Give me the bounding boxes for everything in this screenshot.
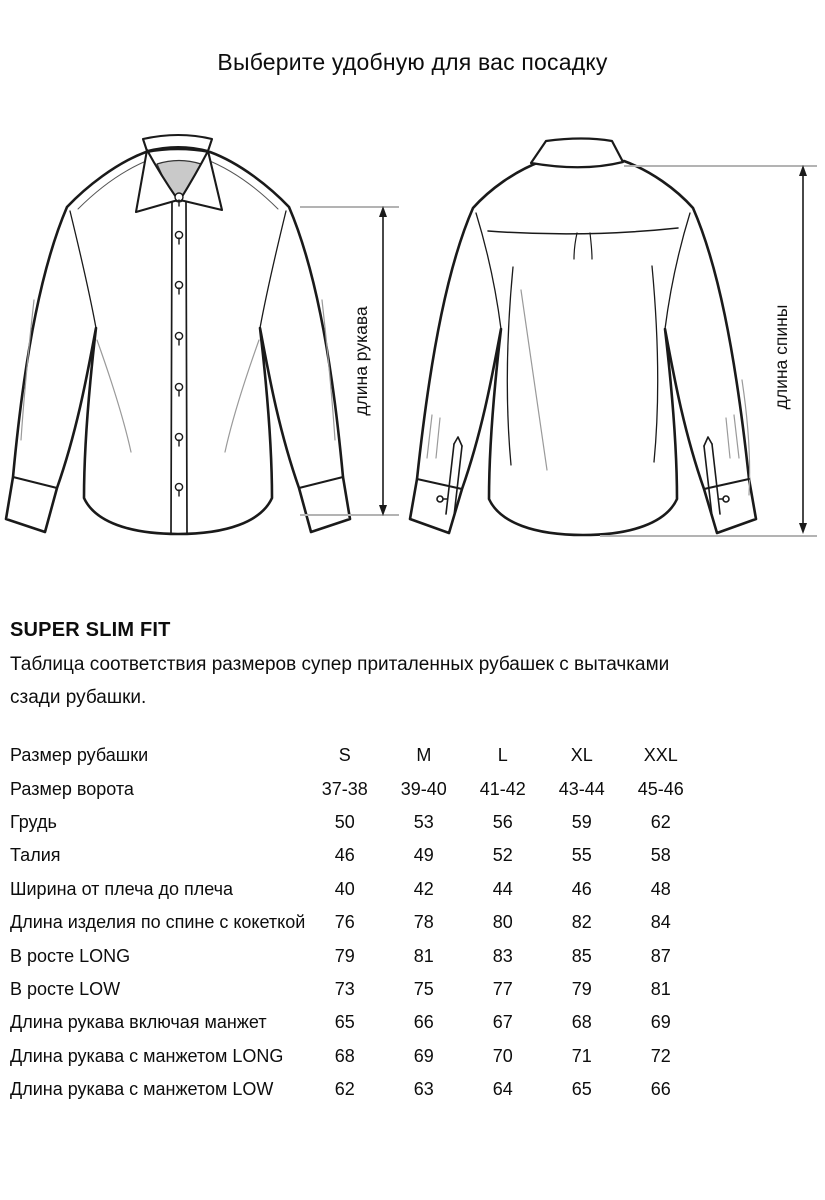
cell-value: 65 [334, 1012, 355, 1033]
cell-value: 87 [650, 945, 671, 966]
cell-value: 69 [413, 1045, 434, 1066]
row-label: Длина рукава с манжетом LOW [10, 1079, 274, 1100]
cell-value: 52 [492, 845, 513, 866]
size-column-header: L [497, 745, 508, 766]
fit-description-line: Таблица соответствия размеров супер приталенных рубашек с вытачками [10, 654, 670, 675]
cell-value: 46 [334, 845, 355, 866]
cell-value: 64 [492, 1079, 513, 1100]
table-row [10, 939, 700, 972]
row-label: В росте LOW [10, 978, 121, 999]
cell-value: 79 [334, 945, 355, 966]
row-label: Грудь [10, 811, 57, 832]
table-row [10, 1006, 700, 1039]
fit-description [10, 648, 810, 714]
size-column-header: XXL [643, 745, 678, 766]
table-row [10, 906, 700, 939]
sleeve-length-label: длина рукава [351, 306, 371, 416]
cell-value: 68 [571, 1012, 592, 1033]
cell-value: 46 [571, 878, 592, 899]
cell-value: 69 [650, 1012, 671, 1033]
cell-value: 37-38 [321, 778, 368, 799]
size-column-header: XL [570, 745, 593, 766]
cell-value: 44 [492, 878, 513, 899]
cell-value: 66 [650, 1079, 671, 1100]
table-row [10, 873, 700, 906]
cell-value: 43-44 [558, 778, 605, 799]
fit-heading: SUPER SLIM FIT [10, 619, 171, 641]
cell-value: 70 [492, 1045, 513, 1066]
cell-value: 63 [413, 1079, 434, 1100]
cell-value: 42 [413, 878, 434, 899]
cell-value: 49 [413, 845, 434, 866]
cell-value: 79 [571, 978, 592, 999]
cell-value: 59 [571, 811, 592, 832]
cell-value: 62 [334, 1079, 355, 1100]
cell-value: 76 [334, 912, 355, 933]
row-label: В росте LONG [10, 945, 131, 966]
cell-value: 41-42 [479, 778, 526, 799]
cell-value: 68 [334, 1045, 355, 1066]
cell-value: 77 [492, 978, 513, 999]
cell-value: 84 [650, 912, 671, 933]
cell-value: 48 [650, 878, 671, 899]
cell-value: 39-40 [400, 778, 447, 799]
cell-value: 58 [650, 845, 671, 866]
cell-value: 56 [492, 811, 513, 832]
cell-value: 73 [334, 978, 355, 999]
cell-value: 50 [334, 811, 355, 832]
cell-value: 53 [413, 811, 434, 832]
row-label: Длина рукава включая манжет [10, 1012, 267, 1033]
table-row [10, 806, 700, 839]
shirt-back-illustration [410, 139, 756, 536]
cell-value: 81 [413, 945, 434, 966]
cell-value: 72 [650, 1045, 671, 1066]
row-label: Длина рукава с манжетом LONG [10, 1045, 284, 1066]
table-row [10, 973, 700, 1006]
cell-value: 85 [571, 945, 592, 966]
row-label: Размер рубашки [10, 745, 149, 766]
table-row [10, 1073, 700, 1106]
cell-value: 75 [413, 978, 434, 999]
size-table [10, 739, 700, 1106]
size-column-header: S [338, 745, 351, 766]
shirt-front-illustration [6, 135, 350, 534]
page-title: Выберите удобную для вас посадку [217, 49, 608, 75]
cell-value: 65 [571, 1079, 592, 1100]
cell-value: 45-46 [637, 778, 684, 799]
table-row [10, 839, 700, 872]
row-label: Длина изделия по спине с кокеткой [10, 912, 306, 933]
cell-value: 81 [650, 978, 671, 999]
cell-value: 71 [571, 1045, 592, 1066]
cell-value: 83 [492, 945, 513, 966]
cell-value: 67 [492, 1012, 513, 1033]
cell-value: 82 [571, 912, 592, 933]
row-label: Размер ворота [10, 778, 134, 799]
table-row [10, 772, 700, 805]
size-column-header: M [416, 745, 432, 766]
fit-description-line: сзади рубашки. [10, 687, 147, 708]
cell-value: 62 [650, 811, 671, 832]
cell-value: 78 [413, 912, 434, 933]
row-label: Ширина от плеча до плеча [10, 878, 234, 899]
cell-value: 80 [492, 912, 513, 933]
back-length-label: длина спины [771, 304, 791, 410]
cell-value: 40 [334, 878, 355, 899]
cell-value: 66 [413, 1012, 434, 1033]
row-label: Талия [10, 845, 61, 866]
table-row [10, 1040, 700, 1073]
cell-value: 55 [571, 845, 592, 866]
table-header-row [10, 739, 700, 772]
